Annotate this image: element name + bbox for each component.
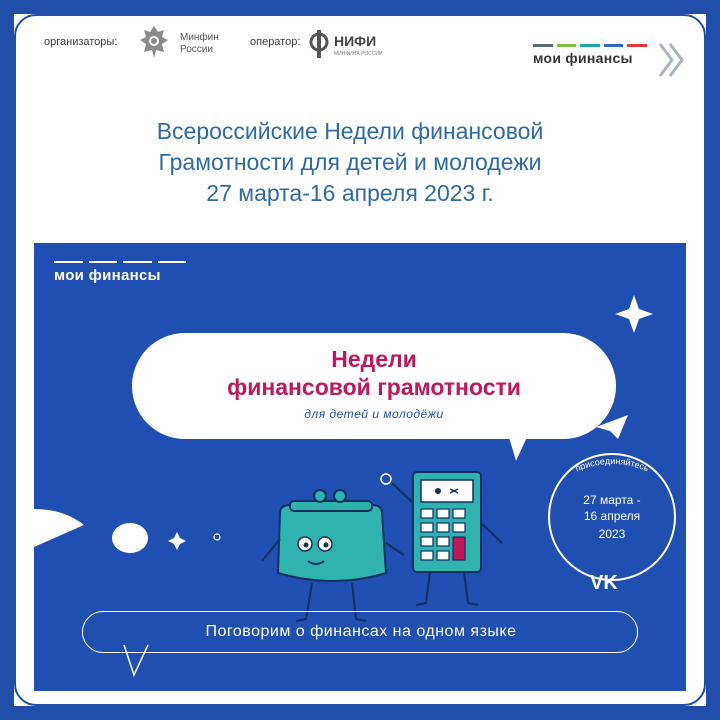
slogan-pill [82, 611, 638, 653]
promo-banner [34, 243, 686, 691]
brand-logo-text: мои финансы [533, 50, 633, 66]
organizers-label: организаторы: [44, 36, 118, 48]
svg-text:VK: VK [590, 572, 618, 594]
banner-brand-text: мои финансы [54, 267, 161, 284]
nifi-subtitle: МИНФИНА РОССИИ [334, 51, 383, 57]
headline-line-1: Всероссийские Недели финансовой [156, 118, 544, 144]
bubble-title-1: Недели [331, 346, 417, 372]
frame-top [0, 0, 720, 14]
headline [60, 116, 640, 209]
headline-line-3: 27 марта-16 апреля 2023 г. [206, 180, 494, 206]
frame-left [0, 0, 14, 720]
minfin-name: Минфин России [180, 32, 219, 55]
bubble-subtitle: для детей и молодёжи [304, 407, 444, 421]
frame-bottom [0, 706, 720, 720]
date-line-2: 16 апреля [583, 509, 641, 523]
chevron-right-icon[interactable] [656, 40, 688, 80]
minfin-emblem-icon [134, 22, 174, 62]
slogan-text: Поговорим о финансах на одном языке [205, 623, 517, 640]
join-label: присоединяйтесь [573, 455, 651, 474]
bubble-title-2: финансовой грамотности [227, 374, 521, 400]
brand-color-lines [533, 44, 647, 48]
join-curved-label [542, 449, 682, 489]
banner-brand-lines [54, 261, 186, 264]
date-line-3: 2023 [598, 527, 626, 541]
frame-right [706, 0, 720, 720]
operator-label: оператор: [250, 36, 301, 48]
date-line-1: 27 марта - [583, 493, 641, 507]
svg-text:присоединяйтесь [574, 456, 651, 474]
headline-line-2: Грамотности для детей и молодежи [158, 149, 542, 175]
nifi-name: НИФИ [334, 33, 377, 49]
speech-bubble [132, 333, 616, 439]
